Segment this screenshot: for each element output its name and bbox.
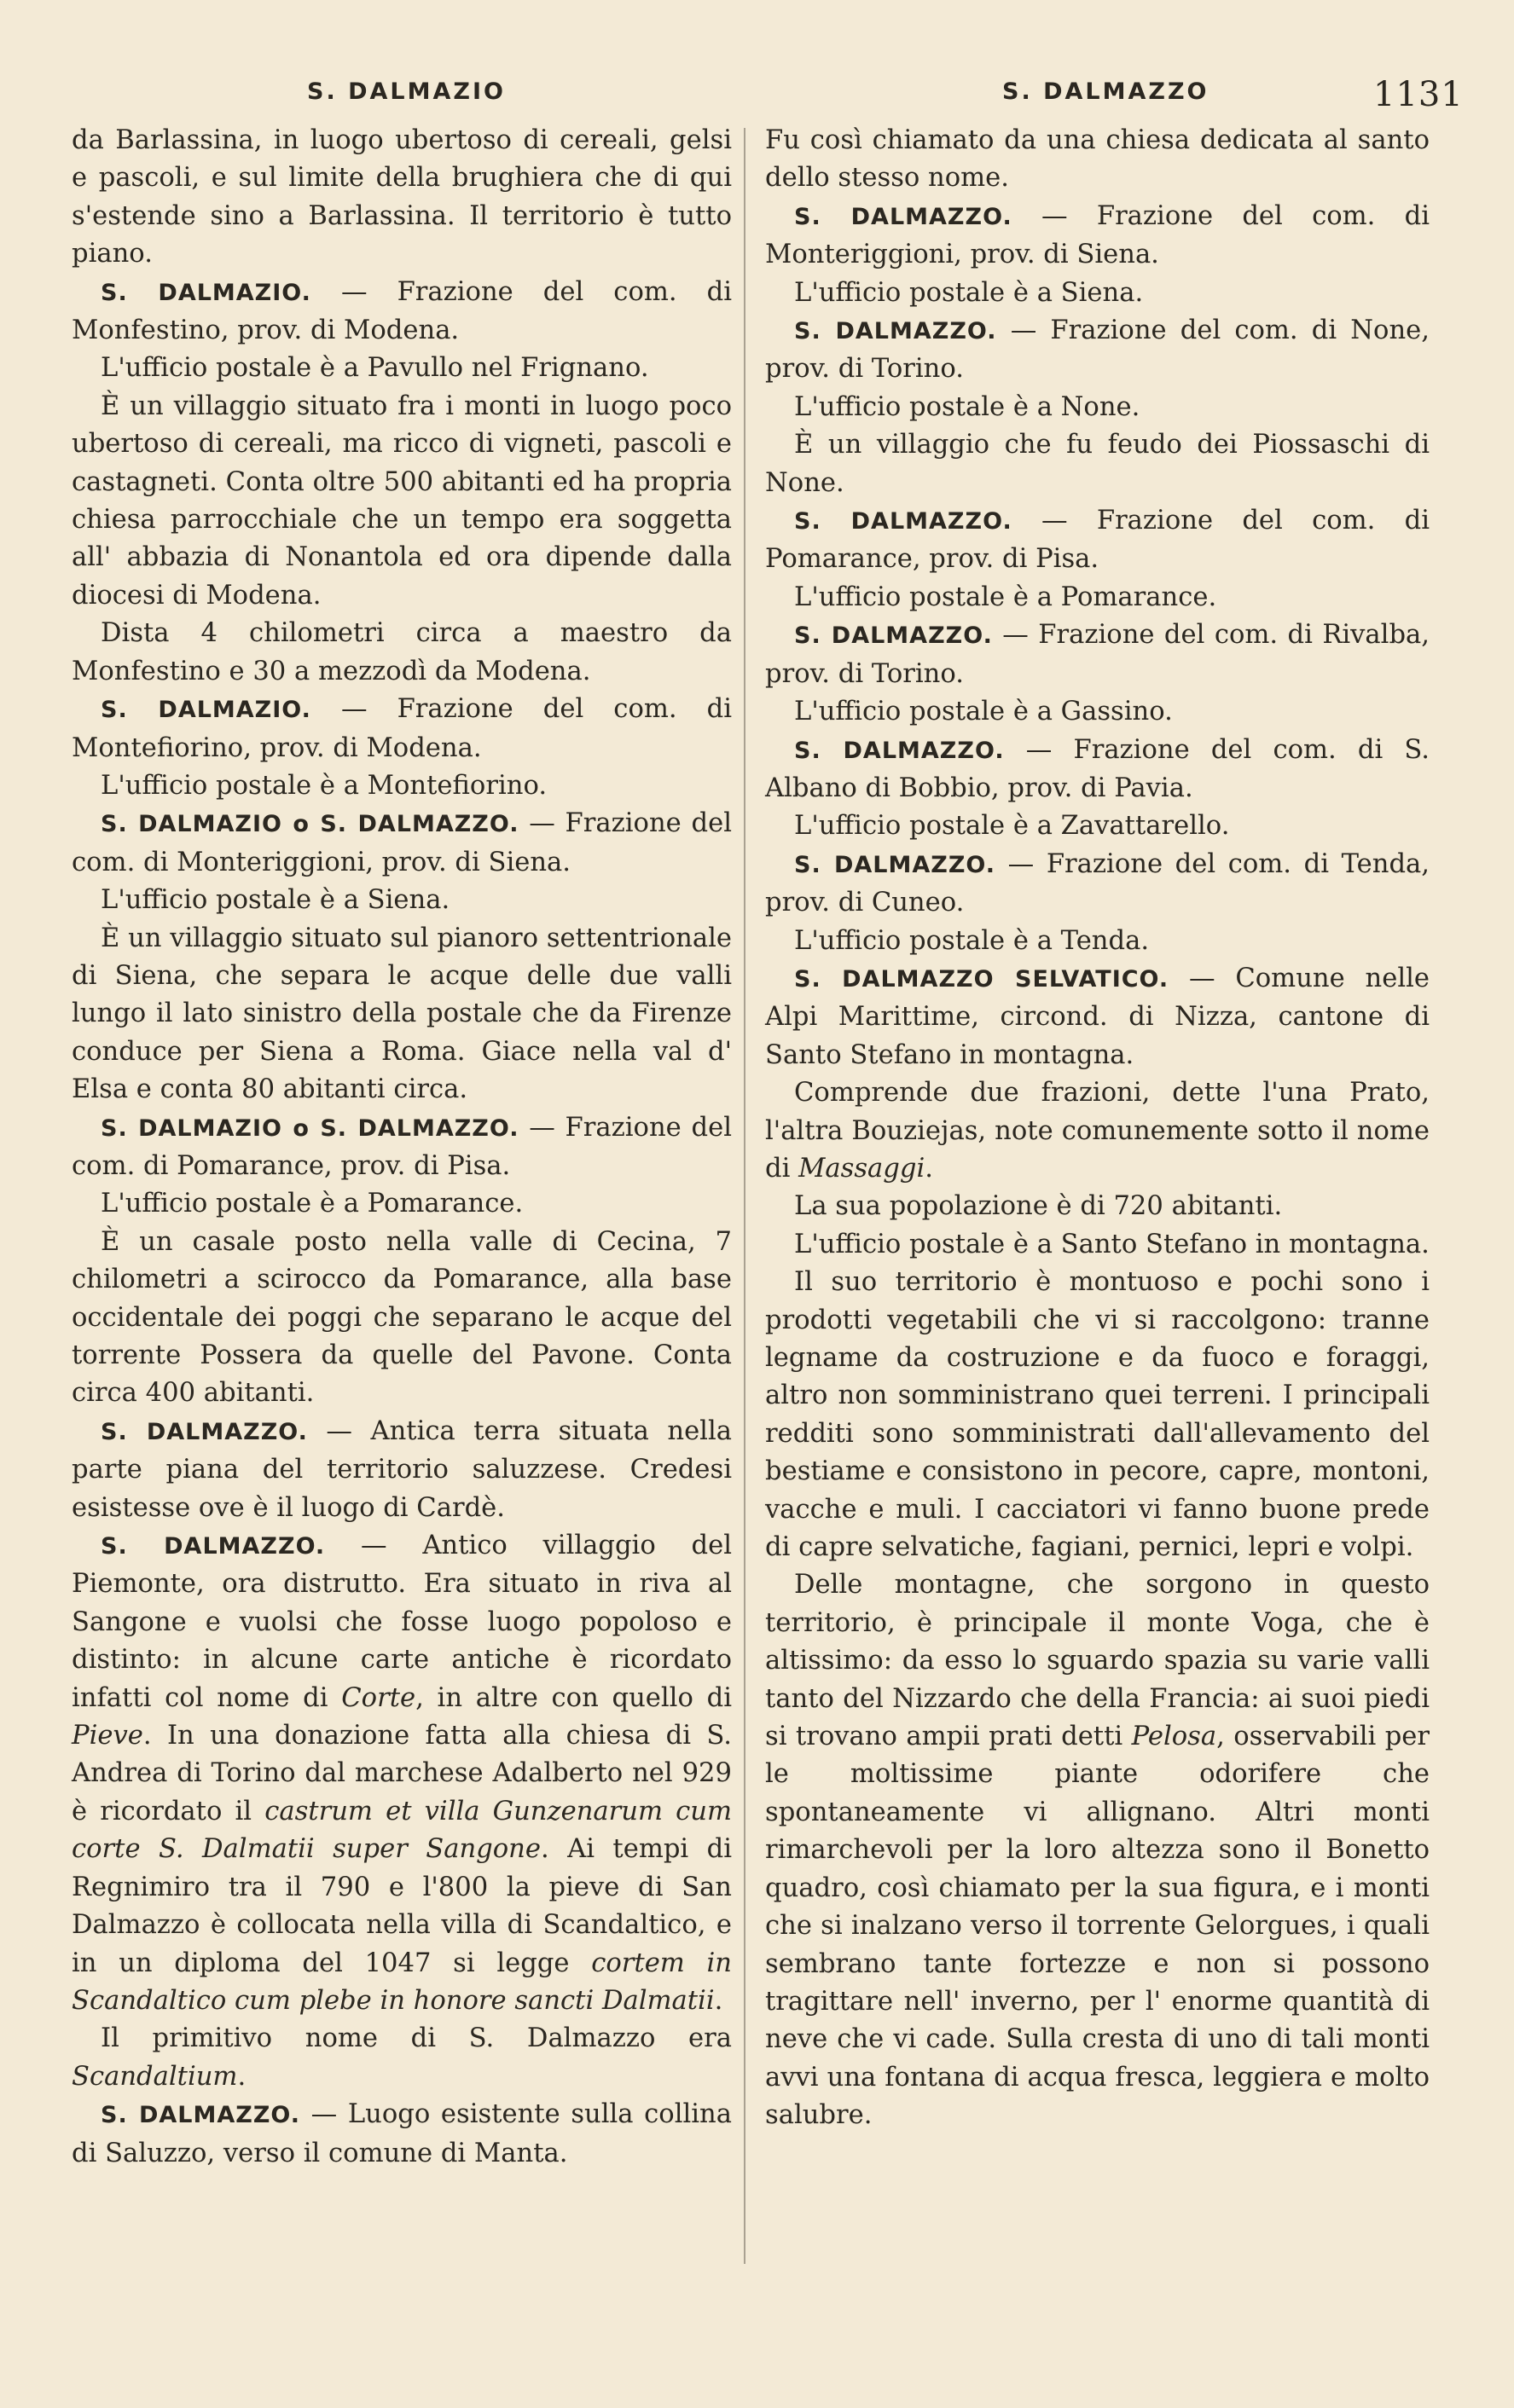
paragraph: La sua popolazione è di 720 abitanti.	[794, 1191, 1283, 1222]
paragraph: Il primitivo nome di S. Dalmazzo era Scandaltium.	[72, 2023, 732, 2092]
paragraph: Il suo territorio è montuoso e pochi sono i prodotti vegetabili che vi si raccolgono: tranne legname da costruzione e da fuoco e foraggi, altro non somministrano quei terreni. I principali redditi sono somministrati dall'allevamento del bestiame e consistono in pecore, capre, montoni, vacche e muli. I cacciatori vi fanno buone prede di capre selvatiche, fagiani, pernici, lepri e volpi.	[765, 1267, 1430, 1563]
entry-heading: S. DALMAZZO.	[101, 2102, 301, 2129]
paragraph: L'ufficio postale è a Zavattarello.	[794, 811, 1230, 842]
entry: S. DALMAZIO o S. DALMAZZO. — Frazione del com. di Pomarance, prov. di Pisa.	[72, 1112, 732, 1181]
entry: S. DALMAZIO o S. DALMAZZO. — Frazione del com. di Monteriggioni, prov. di Siena.	[72, 808, 732, 877]
paragraph: Dista 4 chilometri circa a maestro da Monfestino e 30 a mezzodì da Modena.	[72, 618, 732, 686]
entry-heading: S. DALMAZZO.	[794, 508, 1012, 535]
paragraph: L'ufficio postale è a Pavullo nel Frignano.	[101, 353, 649, 384]
entry-heading: S. DALMAZZO.	[101, 1418, 308, 1445]
paragraph: L'ufficio postale è a None.	[794, 391, 1140, 422]
column-divider	[744, 128, 745, 2264]
entry: S. DALMAZZO. — Frazione del com. di Pomarance, prov. di Pisa.	[765, 506, 1430, 575]
page-number: 1131	[1373, 75, 1464, 114]
entry-heading: S. DALMAZIO.	[101, 697, 311, 724]
entry: S. DALMAZIO. — Frazione del com. di Montefiorino, prov. di Modena.	[72, 694, 732, 763]
paragraph: L'ufficio postale è a Gassino.	[794, 697, 1173, 727]
paragraph: L'ufficio postale è a Santo Stefano in montagna.	[794, 1229, 1430, 1259]
entry: S. DALMAZZO. — Antico villaggio del Piemonte, ora distrutto. Era situato in riva al Sangone e vuolsi che fosse luogo popoloso e distinto: in alcune carte antiche è ricordato infatti col nome di Corte, in altre con quello di Pieve. In una donazione fatta alla chiesa di S. Andrea di Torino dal marchese Adalberto nel 929 è ricordato il castrum et villa Gunzenarum cum corte S. Dalmatii super Sangone. Ai tempi di Regnimiro tra il 790 e l'800 la pieve di San Dalmazzo è collocata nella villa di Scandaltico, e in un diploma del 1047 si legge cortem in Scandaltico cum plebe in honore sancti Dalmatii.	[72, 1531, 732, 2016]
entry: S. DALMAZZO. — Frazione del com. di S. Albano di Bobbio, prov. di Pavia.	[765, 734, 1430, 803]
entry: S. DALMAZIO. — Frazione del com. di Monfestino, prov. di Modena.	[72, 276, 732, 346]
entry-heading: S. DALMAZIO.	[101, 279, 311, 306]
entry-heading: S. DALMAZZO SELVATICO.	[794, 965, 1169, 993]
paragraph: Comprende due frazioni, dette l'una Prato, l'altra Bouziejas, note comunemente sotto il nome di Massaggi.	[765, 1078, 1430, 1184]
entry-heading: S. DALMAZZO.	[794, 737, 1005, 764]
paragraph: L'ufficio postale è a Tenda.	[794, 925, 1150, 956]
entry-heading: S. DALMAZZO.	[794, 203, 1012, 230]
entry: S. DALMAZZO SELVATICO. — Comune nelle Alpi Marittime, circond. di Nizza, cantone di Santo Stefano in montagna.	[765, 963, 1430, 1070]
entry-heading: S. DALMAZZO.	[794, 851, 996, 878]
right-column	[765, 122, 1430, 2135]
entry-heading: S. DALMAZIO o S. DALMAZZO.	[101, 1114, 519, 1142]
paragraph: È un casale posto nella valle di Cecina, 7 chilometri a scirocco da Pomarance, alla base occidentale dei poggi che separano le acque del torrente Possera da quelle del Pavone. Conta circa 400 abitanti.	[72, 1226, 732, 1409]
paragraph: L'ufficio postale è a Siena.	[101, 885, 450, 916]
paragraph: Delle montagne, che sorgono in questo territorio, è principale il monte Voga, che è altissimo: da esso lo sguardo spazia su varie valli tanto del Nizzardo che della Francia: ai suoi piedi si trovano ampii prati detti Pelosa, osservabili per le moltissime piante odorifere che spontaneamente vi allignano. Altri monti rimarchevoli per la loro altezza sono il Bonetto quadro, così chiamato per la sua figura, e i monti che si inalzano verso il torrente Gelorgues, i quali sembrano tante fortezze e non si possono tragittare nell' inverno, per l' enorme quantità di neve che vi cade. Sulla cresta di uno di tali monti avvi una fontana di acqua fresca, leggiera e molto salubre.	[765, 1570, 1430, 2131]
entry: S. DALMAZZO. — Frazione del com. di Monteriggioni, prov. di Siena.	[765, 200, 1430, 270]
paragraph: È un villaggio situato sul pianoro settentrionale di Siena, che separa le acque delle due valli lungo il lato sinistro della postale che da Firenze conduce per Siena a Roma. Giace nella val d' Elsa e conta 80 abitanti circa.	[72, 923, 732, 1105]
entry-heading: S. DALMAZZO.	[794, 318, 997, 345]
paragraph: È un villaggio che fu feudo dei Piossaschi di None.	[765, 430, 1430, 498]
entry-heading: S. DALMAZZO.	[101, 1533, 326, 1560]
paragraph: da Barlassina, in luogo ubertoso di cereali, gelsi e pascoli, e sul limite della brughiera che di qui s'estende sino a Barlassina. Il territorio è tutto piano.	[72, 125, 732, 269]
paragraph: L'ufficio postale è a Montefiorino.	[101, 770, 548, 801]
paragraph: Fu così chiamato da una chiesa dedicata al santo dello stesso nome.	[765, 125, 1430, 194]
left-column	[72, 122, 732, 2173]
paragraph: È un villaggio situato fra i monti in luogo poco ubertoso di cereali, ma ricco di vigneti, pascoli e castagneti. Conta oltre 500 abitanti ed ha propria chiesa parrocchiale che un tempo era soggetta all' abbazia di Nonantola ed ora dipende dalla diocesi di Modena.	[72, 391, 732, 611]
paragraph: L'ufficio postale è a Pomarance.	[101, 1189, 524, 1219]
entry: S. DALMAZZO. — Luogo esistente sulla collina di Saluzzo, verso il comune di Manta.	[72, 2099, 732, 2168]
entry: S. DALMAZZO. — Frazione del com. di Rivalba, prov. di Torino.	[765, 620, 1430, 689]
left-running-title: S. DALMAZIO	[307, 78, 506, 105]
entry-heading: S. DALMAZZO.	[794, 622, 993, 650]
paragraph: L'ufficio postale è a Siena.	[794, 277, 1144, 308]
paragraph: L'ufficio postale è a Pomarance.	[794, 582, 1217, 612]
entry: S. DALMAZZO. — Frazione del com. di Tenda, prov. di Cuneo.	[765, 848, 1430, 918]
entry-heading: S. DALMAZIO o S. DALMAZZO.	[101, 811, 519, 838]
right-running-title: S. DALMAZZO	[1002, 78, 1209, 105]
entry: S. DALMAZZO. — Antica terra situata nella parte piana del territorio saluzzese. Credesi esistesse ove è il luogo di Cardè.	[72, 1415, 732, 1523]
entry: S. DALMAZZO. — Frazione del com. di None, prov. di Torino.	[765, 315, 1430, 385]
